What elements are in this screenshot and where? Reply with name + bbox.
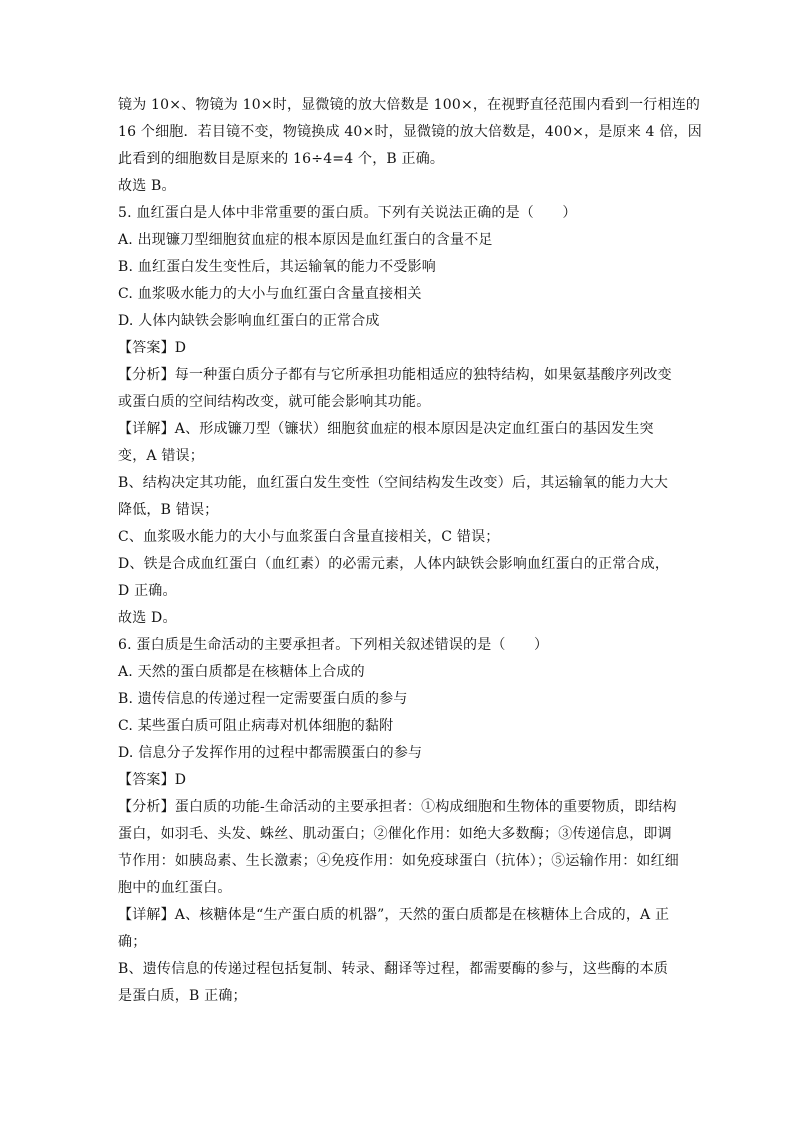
text-line: 此看到的细胞数目是原来的 16÷4=4 个，B 正确。 bbox=[118, 151, 445, 167]
question-5-option-a: A. 出现镰刀型细胞贫血症的根本原因是血红蛋白的含量不足 bbox=[118, 232, 493, 248]
question-5-explanation: 【详解】A、形成镰刀型（镰状）细胞贫血症的根本原因是决定血红蛋白的基因发生突 bbox=[118, 421, 654, 437]
question-5-explanation: B、结构决定其功能，血红蛋白发生变性（空间结构发生改变）后，其运输氧的能力大大 bbox=[118, 475, 669, 491]
text-line: 16 个细胞．若目镜不变，物镜换成 40×时，显微镜的放大倍数是，400×，是原来 4 倍，因 bbox=[118, 124, 702, 140]
question-5-analysis: 或蛋白质的空间结构改变，就可能会影响其功能。 bbox=[118, 394, 431, 410]
question-6-explanation: B、遗传信息的传递过程包括复制、转录、翻译等过程，都需要酶的参与，这些酶的本质 bbox=[118, 961, 669, 977]
question-5-answer: 【答案】D bbox=[118, 340, 187, 356]
answer-choice-line: 故选 B。 bbox=[118, 178, 176, 194]
question-6-explanation: 是蛋白质，B 正确； bbox=[118, 988, 247, 1004]
question-6-option-c: C. 某些蛋白质可阻止病毒对机体细胞的黏附 bbox=[118, 718, 394, 734]
question-5-option-c: C. 血浆吸水能力的大小与血红蛋白含量直接相关 bbox=[118, 286, 422, 302]
question-5-explanation: 降低，B 错误； bbox=[118, 502, 219, 518]
question-5-explanation: D、铁是合成血红蛋白（血红素）的必需元素，人体内缺铁会影响血红蛋白的正常合成， bbox=[118, 556, 670, 572]
answer-choice-line: 故选 D。 bbox=[118, 610, 177, 626]
question-5-stem: 5. 血红蛋白是人体中非常重要的蛋白质。下列有关说法正确的是（ ） bbox=[118, 205, 577, 221]
question-6-analysis: 【分析】蛋白质的功能-生命活动的主要承担者：①构成细胞和生物体的重要物质，即结构 bbox=[118, 799, 677, 815]
document-body bbox=[118, 92, 702, 1010]
question-6-option-a: A. 天然的蛋白质都是在核糖体上合成的 bbox=[118, 664, 365, 680]
question-6-analysis: 胞中的血红蛋白。 bbox=[118, 880, 232, 896]
question-5-explanation: 变，A 错误； bbox=[118, 448, 204, 464]
question-5-option-b: B. 血红蛋白发生变性后，其运输氧的能力不受影响 bbox=[118, 259, 436, 275]
question-6-analysis: 节作用：如胰岛素、生长激素；④免疫作用：如免疫球蛋白（抗体）；⑤运输作用：如红细 bbox=[118, 853, 679, 869]
question-5-analysis: 【分析】每一种蛋白质分子都有与它所承担功能相适应的独特结构，如果氨基酸序列改变 bbox=[118, 367, 672, 383]
question-6-explanation: 【详解】A、核糖体是“生产蛋白质的机器”，天然的蛋白质都是在核糖体上合成的，A 正 bbox=[118, 907, 670, 923]
text-line: 镜为 10×、物镜为 10×时，显微镜的放大倍数是 100×，在视野直径范围内看到一行相连的 bbox=[118, 97, 701, 113]
question-5-explanation: C、血浆吸水能力的大小与血浆蛋白含量直接相关，C 错误； bbox=[118, 529, 500, 545]
question-6-analysis: 蛋白，如羽毛、头发、蛛丝、肌动蛋白；②催化作用：如绝大多数酶；③传递信息，即调 bbox=[118, 826, 672, 842]
question-6-option-b: B. 遗传信息的传递过程一定需要蛋白质的参与 bbox=[118, 691, 408, 707]
question-6-answer: 【答案】D bbox=[118, 772, 187, 788]
question-6-explanation: 确； bbox=[118, 934, 147, 950]
question-5-option-d: D. 人体内缺铁会影响血红蛋白的正常合成 bbox=[118, 313, 380, 329]
question-6-stem: 6. 蛋白质是生命活动的主要承担者。下列相关叙述错误的是（ ） bbox=[118, 637, 549, 653]
question-6-option-d: D. 信息分子发挥作用的过程中都需膜蛋白的参与 bbox=[118, 745, 423, 761]
question-5-explanation: D 正确。 bbox=[118, 583, 177, 599]
